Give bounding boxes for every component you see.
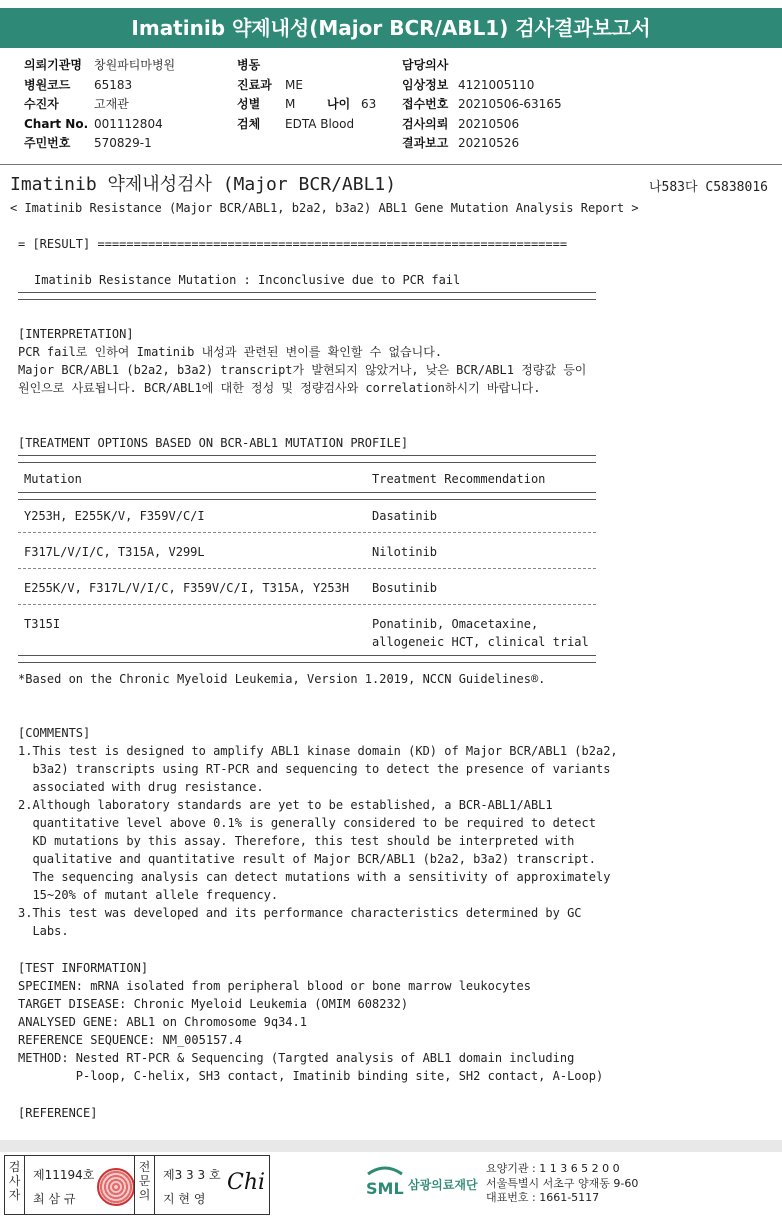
treatment-row-drug: Ponatinib, Omacetaxine, [372, 617, 539, 631]
treatment-row-drug: Dasatinib [372, 509, 438, 523]
interpretation-line: 원인으로 사료됩니다. BCR/ABL1에 대한 정성 및 정량검사와 correlation하시기 바랍니다. [18, 381, 541, 395]
info-row [402, 76, 562, 96]
info-row [24, 115, 175, 135]
info-row [237, 95, 376, 115]
info-row [402, 134, 562, 154]
info-value: 65183 [94, 77, 133, 92]
test-info-line: TARGET DISEASE: Chronic Myeloid Leukemia (OMIM 608232) [18, 997, 409, 1011]
info-row [24, 134, 175, 154]
treatment-col-recommendation: Treatment Recommendation [372, 472, 546, 486]
patient-info-col1 [24, 56, 175, 154]
test-info-line: P-loop, C-helix, SH3 contact, Imatinib binding site, SH2 contact, A-Loop) [18, 1069, 604, 1083]
info-label: 진료과 [237, 77, 272, 92]
info-row [24, 95, 175, 115]
org-line: 대표번호 : 1661-5117 [486, 1191, 600, 1204]
info-label: 성별 [237, 97, 261, 111]
org-info [486, 1162, 638, 1206]
interpretation-header: [INTERPRETATION] [18, 327, 134, 341]
info-label: 병동 [237, 58, 261, 72]
lab-code: 나583다 C5838016 [648, 180, 768, 195]
comment-line: Labs. [18, 924, 69, 938]
treatment-row-mutation: T315I [24, 617, 61, 631]
comments-header: [COMMENTS] [18, 726, 91, 740]
comment-line: 3.This test was developed and its performance characteristics determined by GC [18, 906, 582, 920]
info-value: 570829-1 [94, 136, 152, 150]
info-row [402, 95, 562, 115]
reference-header: [REFERENCE] [18, 1106, 98, 1120]
comment-line: qualitative and quantitative result of Major BCR/ABL1 (b2a2, b3a2) transcript. [18, 852, 596, 866]
treatment-row-drug: Nilotinib [372, 545, 438, 559]
org-name: 삼광의료재단 [408, 1178, 478, 1192]
test-info-header: [TEST INFORMATION] [18, 961, 149, 975]
divider [18, 492, 596, 500]
report-subtitle: < Imatinib Resistance (Major BCR/ABL1, b2a2, b3a2) ABL1 Gene Mutation Analysis Report > [10, 201, 639, 215]
info-value: 001112804 [94, 116, 163, 131]
info-value: 창원파티마병원 [94, 58, 176, 72]
info-row [24, 56, 175, 76]
signature-box-specialist [134, 1155, 270, 1215]
row-divider [18, 532, 596, 533]
org-line: 서울특별시 서초구 양재동 9-60 [486, 1176, 639, 1190]
signature-box-technician [4, 1155, 136, 1215]
report-title: Imatinib 약제내성(Major BCR/ABL1) 검사결과보고서 [131, 16, 651, 40]
license-number: 제3 3 3 호 [163, 1168, 221, 1182]
patient-info-col3 [402, 56, 562, 154]
info-label: 임상정보 [402, 77, 449, 92]
info-row [237, 56, 376, 76]
info-value: EDTA Blood [285, 116, 355, 131]
info-label: 나이 [327, 97, 351, 111]
comment-line: quantitative level above 0.1% is generally considered to be required to detect [18, 816, 596, 830]
result-header: = [RESULT] ================================================================= [18, 237, 568, 251]
info-value: 20210506-63165 [458, 97, 562, 111]
report-body [0, 168, 782, 1138]
info-label: 수진자 [24, 97, 59, 111]
test-info-line: METHOD: Nested RT-PCR & Sequencing (Targted analysis of ABL1 domain including [18, 1051, 575, 1065]
footer-band [0, 1140, 782, 1152]
info-value: ME [285, 77, 303, 92]
footnote: *Based on the Chronic Myeloid Leukemia, Version 1.2019, NCCN Guidelines®. [18, 672, 546, 686]
info-row [402, 56, 562, 76]
org-line: 요양기관 : 1 1 3 6 5 2 0 0 [486, 1162, 620, 1175]
divider [18, 292, 596, 300]
comment-line: KD mutations by this assay. Therefore, this test should be interpreted with [18, 834, 575, 848]
info-value: M [285, 97, 296, 111]
info-value: 4121005110 [458, 77, 535, 92]
test-info-line: ANALYSED GENE: ABL1 on Chromosome 9q34.1 [18, 1015, 307, 1029]
comment-line: b3a2) transcripts using RT-PCR and sequencing to detect the presence of variants [18, 762, 611, 776]
treatment-col-mutation: Mutation [24, 472, 82, 486]
seal-stamp-icon [97, 1168, 135, 1206]
result-text: Imatinib Resistance Mutation : Inconclusive due to PCR fail [34, 273, 461, 287]
info-value: 63 [361, 97, 377, 111]
test-info-line: SPECIMEN: mRNA isolated from peripheral blood or bone marrow leukocytes [18, 979, 531, 993]
info-label: 주민번호 [24, 136, 71, 150]
divider [18, 655, 596, 663]
comment-line: 15~20% of mutant allele frequency. [18, 888, 279, 902]
vertical-label-text: 전문의 [138, 1160, 151, 1202]
signer-name: 최 삼 규 [33, 1192, 76, 1206]
treatment-row-mutation: E255K/V, F317L/V/I/C, F359V/C/I, T315A, Y253H [24, 581, 350, 595]
report-title-bar [0, 8, 782, 48]
comment-line: associated with drug resistance. [18, 780, 264, 794]
info-label: 검사의뢰 [402, 116, 449, 131]
info-label: 접수번호 [402, 97, 449, 111]
divider [18, 455, 596, 463]
info-row [237, 115, 376, 135]
info-label: 의뢰기관명 [24, 58, 82, 72]
treatment-row-mutation: F317L/V/I/C, T315A, V299L [24, 545, 205, 559]
treatment-header: [TREATMENT OPTIONS BASED ON BCR-ABL1 MUTATION PROFILE] [18, 436, 409, 450]
comment-line: 1.This test is designed to amplify ABL1 kinase domain (KD) of Major BCR/ABL1 (b2a2, [18, 744, 618, 758]
row-divider [18, 568, 596, 569]
patient-info-col2 [237, 56, 376, 134]
patient-info-panel [0, 50, 782, 164]
report-footer [0, 1152, 782, 1220]
license-number: 제11194호 [33, 1168, 95, 1182]
info-row [237, 76, 376, 96]
treatment-row-mutation: Y253H, E255K/V, F359V/C/I [24, 509, 205, 523]
info-label: 결과보고 [402, 136, 449, 150]
handwritten-signature: Chi [227, 1170, 266, 1195]
interpretation-line: PCR fail로 인하여 Imatinib 내성과 관련된 변이를 확인할 수 없습니다. [18, 345, 443, 359]
info-value: 20210526 [458, 136, 520, 150]
info-label: 병원코드 [24, 77, 71, 92]
report-body-title: Imatinib 약제내성검사 (Major BCR/ABL1) [10, 174, 397, 195]
signer-name: 지 현 영 [163, 1192, 206, 1206]
info-label: 담당의사 [402, 58, 449, 72]
header-divider [0, 164, 782, 165]
vertical-label [135, 1156, 155, 1214]
info-value: 20210506 [458, 116, 520, 131]
info-row [402, 115, 562, 135]
info-label: 검체 [237, 116, 261, 131]
test-info-line: REFERENCE SEQUENCE: NM_005157.4 [18, 1033, 242, 1047]
comment-line: The sequencing analysis can detect mutations with a sensitivity of approximately [18, 870, 611, 884]
info-value: 고재관 [94, 97, 129, 111]
treatment-row-drug: allogeneic HCT, clinical trial [372, 635, 589, 649]
vertical-label-text: 검사자 [8, 1160, 21, 1202]
info-row [24, 76, 175, 96]
treatment-row-drug: Bosutinib [372, 581, 438, 595]
comment-line: 2.Although laboratory standards are yet to be established, a BCR-ABL1/ABL1 [18, 798, 553, 812]
vertical-label [5, 1156, 25, 1214]
sml-logo-icon [364, 1164, 406, 1204]
logo-text: SML [366, 1179, 404, 1198]
interpretation-line: Major BCR/ABL1 (b2a2, b3a2) transcript가 발현되지 않았거나, 낮은 BCR/ABL1 정량값 등이 [18, 363, 587, 377]
row-divider [18, 604, 596, 605]
info-label: Chart No. [24, 116, 89, 131]
